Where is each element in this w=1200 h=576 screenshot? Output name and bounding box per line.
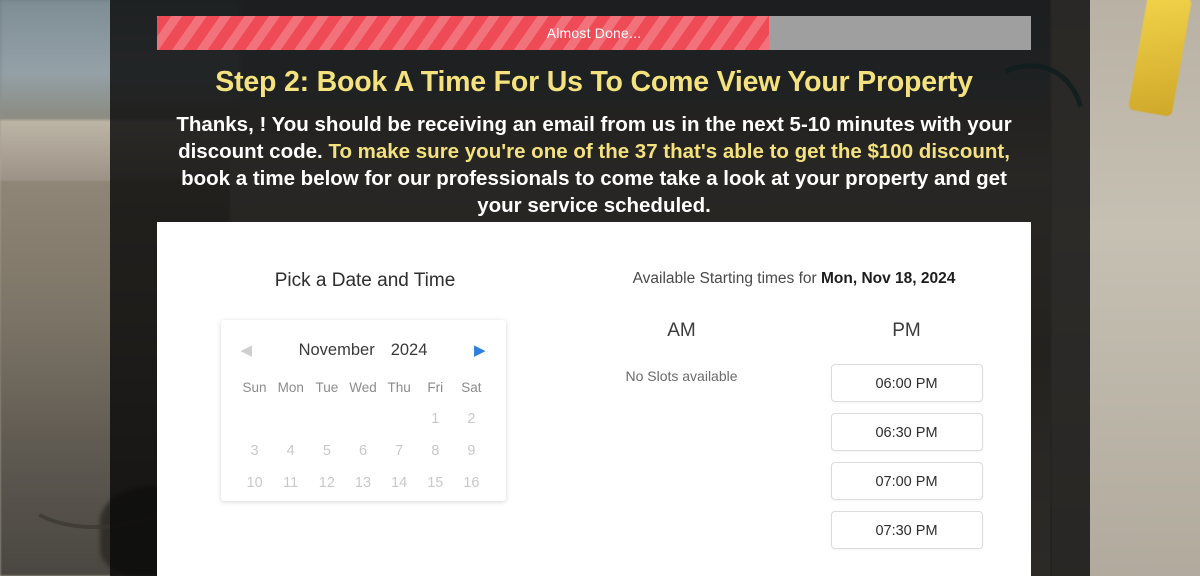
content-column <box>157 0 1031 576</box>
availability-heading <box>569 270 1031 288</box>
availability-prefix: Available Starting times for <box>632 270 821 287</box>
calendar-month-year <box>299 341 428 360</box>
chevron-right-icon[interactable]: ▶ <box>473 341 486 359</box>
am-column <box>569 320 794 549</box>
calendar-month-label: November <box>298 340 375 359</box>
calendar-day[interactable]: 7 <box>395 443 404 459</box>
ampm-columns <box>569 320 1031 549</box>
calendar-day[interactable]: 14 <box>391 475 408 491</box>
calendar-dayname: Wed <box>349 380 377 395</box>
calendar-day[interactable]: 6 <box>358 443 368 459</box>
time-slots-panel <box>569 270 1031 549</box>
calendar-dayname: Mon <box>277 380 304 395</box>
calendar-day[interactable]: 4 <box>286 443 295 459</box>
chevron-left-icon[interactable]: ◀ <box>240 341 253 359</box>
time-slot-button[interactable]: 07:30 PM <box>831 511 983 549</box>
date-picker-panel <box>157 270 569 549</box>
calendar-day[interactable]: 9 <box>467 443 476 459</box>
page-title: Step 2: Book A Time For Us To Come View Your Property <box>215 66 973 98</box>
time-slot-button[interactable]: 07:00 PM <box>831 462 983 500</box>
subtext-highlight: To make sure you're one of the 37 that's able to get the $100 discount, <box>328 140 1010 163</box>
calendar-grid <box>221 380 506 501</box>
calendar-day[interactable]: 2 <box>467 411 476 427</box>
pm-slot-list <box>794 364 1019 549</box>
time-slot-button[interactable]: 06:30 PM <box>831 413 983 451</box>
calendar-day[interactable]: 10 <box>246 475 263 491</box>
page-subtext <box>161 111 1027 219</box>
calendar-dayname: Fri <box>427 380 444 395</box>
calendar-dayname: Thu <box>387 380 411 395</box>
calendar-day <box>381 411 417 427</box>
calendar-day[interactable]: 12 <box>318 475 335 491</box>
progress-bar <box>157 16 1031 50</box>
subtext-part-2: book a time below for our professionals to come take a look at your property and get your service scheduled. <box>181 167 1007 217</box>
calendar[interactable] <box>221 320 506 501</box>
calendar-day <box>345 411 381 427</box>
am-header: AM <box>667 320 696 341</box>
calendar-day <box>237 411 273 427</box>
calendar-dayname: Sat <box>461 380 482 395</box>
calendar-dayname: Tue <box>315 380 339 395</box>
time-slot-button[interactable]: 06:00 PM <box>831 364 983 402</box>
calendar-day[interactable]: 3 <box>250 443 259 459</box>
date-picker-title: Pick a Date and Time <box>274 270 456 291</box>
calendar-day[interactable]: 15 <box>427 475 444 491</box>
calendar-day[interactable]: 5 <box>322 443 331 459</box>
pm-header: PM <box>892 320 921 341</box>
progress-bar-label: Almost Done... <box>546 25 642 41</box>
calendar-dayname: Sun <box>242 380 267 395</box>
calendar-day[interactable]: 16 <box>463 475 480 491</box>
calendar-day[interactable]: 13 <box>354 475 372 491</box>
booking-card <box>157 222 1031 576</box>
calendar-day <box>309 411 345 427</box>
calendar-header <box>221 334 506 364</box>
calendar-year-label: 2024 <box>390 340 428 359</box>
pm-column <box>794 320 1019 549</box>
subtext-part-1: Thanks, ! You should be receiving an email from us in the next 5-10 minutes with your discount code. <box>176 113 1012 163</box>
am-empty-text: No Slots available <box>625 368 738 384</box>
availability-date: Mon, Nov 18, 2024 <box>821 270 956 287</box>
calendar-day[interactable]: 8 <box>431 443 440 459</box>
calendar-day[interactable]: 11 <box>283 475 299 491</box>
calendar-day[interactable]: 1 <box>431 411 440 427</box>
calendar-day <box>273 411 309 427</box>
